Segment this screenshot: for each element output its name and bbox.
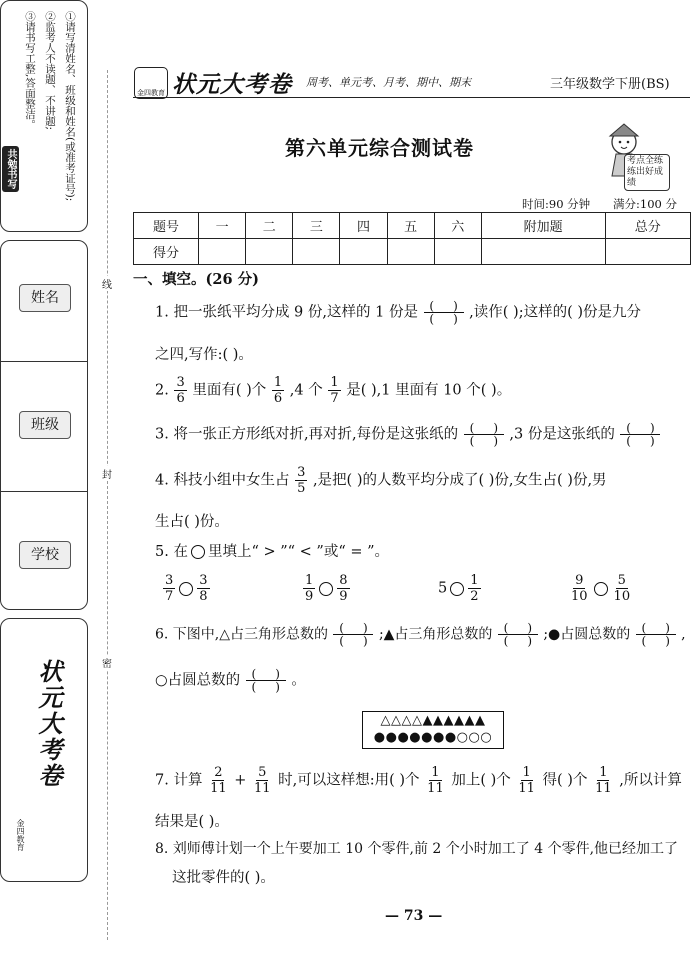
cut-mark-mi: 密 — [102, 655, 112, 670]
table-header-cell: 一 — [199, 213, 246, 239]
score-cell[interactable] — [481, 239, 605, 265]
header-tagline: 周考、单元考、月考、期中、期末 — [306, 76, 471, 89]
score-table-header-row — [134, 213, 691, 239]
fraction: $\frac{1}{6}$ — [273, 375, 283, 406]
score-cell[interactable] — [605, 239, 690, 265]
question-1: 1. 把一张纸平均分成 9 份,这样的 1 份是 ( ) ( ) ,读作( );这样的( )份是九分 — [155, 299, 642, 326]
question-2: 2. $\frac{3}{6}$ 里面有( )个 $\frac{1}{6}$ ,4 个 $\frac{1}{7}$ 是( ),1 里面有 10 个( )。 — [155, 375, 512, 406]
table-header-cell: 四 — [340, 213, 387, 239]
table-header-cell: 总分 — [605, 213, 690, 239]
cut-mark-xian: 线 — [102, 276, 112, 291]
compare-circle[interactable] — [450, 582, 464, 596]
time-label: 时间:90 分钟 — [522, 197, 591, 211]
question-6: 6. 下图中,△占三角形总数的 ( ) ( ) ;▲占三角形总数的 ( ) ( ) ;●占圆总数的 ( ) ( ) , — [155, 621, 686, 648]
circle-row: ●●●●●●●○○○ — [373, 730, 493, 745]
answer-fraction-blank[interactable]: ( ) ( ) — [620, 422, 660, 447]
question-1-line2: 之四,写作:( )。 — [155, 347, 253, 363]
compare-item-2: $\frac{1}{9}$ $\frac{8}{9}$ — [305, 573, 348, 604]
divider — [1, 361, 87, 362]
compare-item-3: 5 $\frac{1}{2}$ — [438, 573, 479, 604]
question-8: 8. 刘师傅计划一个上午要加工 10 个零件,前 2 个小时加工了 4 个零件,他已经加工了 — [155, 841, 679, 857]
page-number: — 73 — — [385, 908, 443, 924]
score-cell[interactable] — [434, 239, 481, 265]
seal-label: 共勉书写 — [2, 146, 19, 192]
instructions-box — [0, 0, 88, 232]
name-field: 姓名 — [19, 284, 71, 312]
logo-box — [0, 618, 88, 882]
answer-fraction-blank[interactable]: ( ) ( ) — [498, 622, 538, 647]
fraction: $\frac{3}{6}$ — [176, 375, 185, 406]
answer-fraction-blank[interactable]: ( ) ( ) — [424, 300, 464, 325]
fraction: $\frac{1}{7}$ — [330, 375, 339, 406]
score-cell[interactable] — [246, 239, 293, 265]
question-6-line2: ○占圆总数的 ( ) ( ) 。 — [155, 667, 306, 694]
grade-label: 三年级数学下册(BS) — [550, 77, 670, 92]
compare-circle[interactable] — [594, 582, 608, 596]
class-field: 班级 — [19, 411, 71, 439]
instruction-3: ③请书写工整,答面整洁。 — [24, 11, 36, 130]
brand-title: 状元大考卷 — [172, 71, 292, 98]
score-cell[interactable] — [340, 239, 387, 265]
score-cell[interactable] — [387, 239, 434, 265]
compare-circle[interactable] — [319, 582, 333, 596]
school-field: 学校 — [19, 541, 71, 569]
fraction: $\frac{3}{5}$ — [297, 465, 306, 496]
question-4: 4. 科技小组中女生占 $\frac{3}{5}$ ,是把( )的人数平均分成了( )份,女生占( )份,男 — [155, 465, 607, 496]
score-cell[interactable] — [293, 239, 340, 265]
answer-fraction-blank[interactable]: ( ) ( ) — [246, 668, 286, 693]
question-4-line2: 生占( )份。 — [155, 514, 229, 530]
compare-item-1: $\frac{3}{7}$ $\frac{3}{8}$ — [165, 573, 208, 604]
compare-item-4: $\frac{9}{10}$ $\frac{5}{10}$ — [571, 573, 631, 604]
brand-logo-vertical: 状元大考卷 — [34, 659, 63, 789]
instruction-1: ①请写清姓名、班级和姓名(或准考证号); — [64, 11, 76, 202]
triangle-row: △△△△▲▲▲▲▲▲ — [380, 713, 486, 728]
header-rule — [133, 97, 690, 98]
cut-mark-feng: 封 — [102, 466, 112, 481]
score-cell[interactable] — [199, 239, 246, 265]
table-header-cell: 二 — [246, 213, 293, 239]
mascot — [596, 120, 670, 186]
cut-line — [107, 70, 108, 940]
table-header-cell: 附加题 — [481, 213, 605, 239]
instruction-2: ②监考人不读题、不讲题; — [44, 11, 56, 131]
shape-figure — [362, 711, 504, 749]
question-3: 3. 将一张正方形纸对折,再对折,每份是这张纸的 ( ) ( ) ,3 份是这张纸的 ( ) ( ) — [155, 422, 661, 447]
question-5: 5. 在 里填上“ > ”“ < ”或“ = ”。 — [155, 544, 390, 560]
table-header-cell: 五 — [387, 213, 434, 239]
answer-fraction-blank[interactable]: ( ) ( ) — [333, 622, 373, 647]
table-row-label: 得分 — [134, 239, 199, 265]
question-7-line2: 结果是( )。 — [155, 814, 229, 830]
table-header-cell: 三 — [293, 213, 340, 239]
answer-fraction-blank[interactable]: ( ) ( ) — [636, 622, 676, 647]
section-title: 一、填空。(26 分) — [133, 271, 259, 288]
score-table — [133, 212, 691, 265]
question-8-line2: 这批零件的( )。 — [172, 870, 275, 886]
page-title: 第六单元综合测试卷 — [285, 136, 474, 160]
publisher-logo-vertical: 金四教育 — [16, 819, 25, 851]
publisher-logo: 金四教育 — [134, 67, 168, 99]
mascot-badge: 考点全练 练出好成绩 — [624, 154, 670, 191]
score-table-row — [134, 239, 691, 265]
table-header-cell: 题号 — [134, 213, 199, 239]
divider — [1, 491, 87, 492]
compare-circle[interactable] — [179, 582, 193, 596]
answer-fraction-blank[interactable]: ( ) ( ) — [464, 422, 504, 447]
question-7: 7. 计算 $\frac{2}{11}$ + $\frac{5}{11}$ 时,可以这样想:用( )个 $\frac{1}{11}$ 加上( )个 $\frac{1}{11}$ 得( )个 $\frac{1}{11}$ ,所以计算 — [155, 765, 682, 796]
binding-strip — [0, 0, 90, 880]
score-label: 满分:100 分 — [613, 197, 677, 211]
circle-icon — [191, 545, 205, 559]
fields-box — [0, 240, 88, 610]
table-header-cell: 六 — [434, 213, 481, 239]
